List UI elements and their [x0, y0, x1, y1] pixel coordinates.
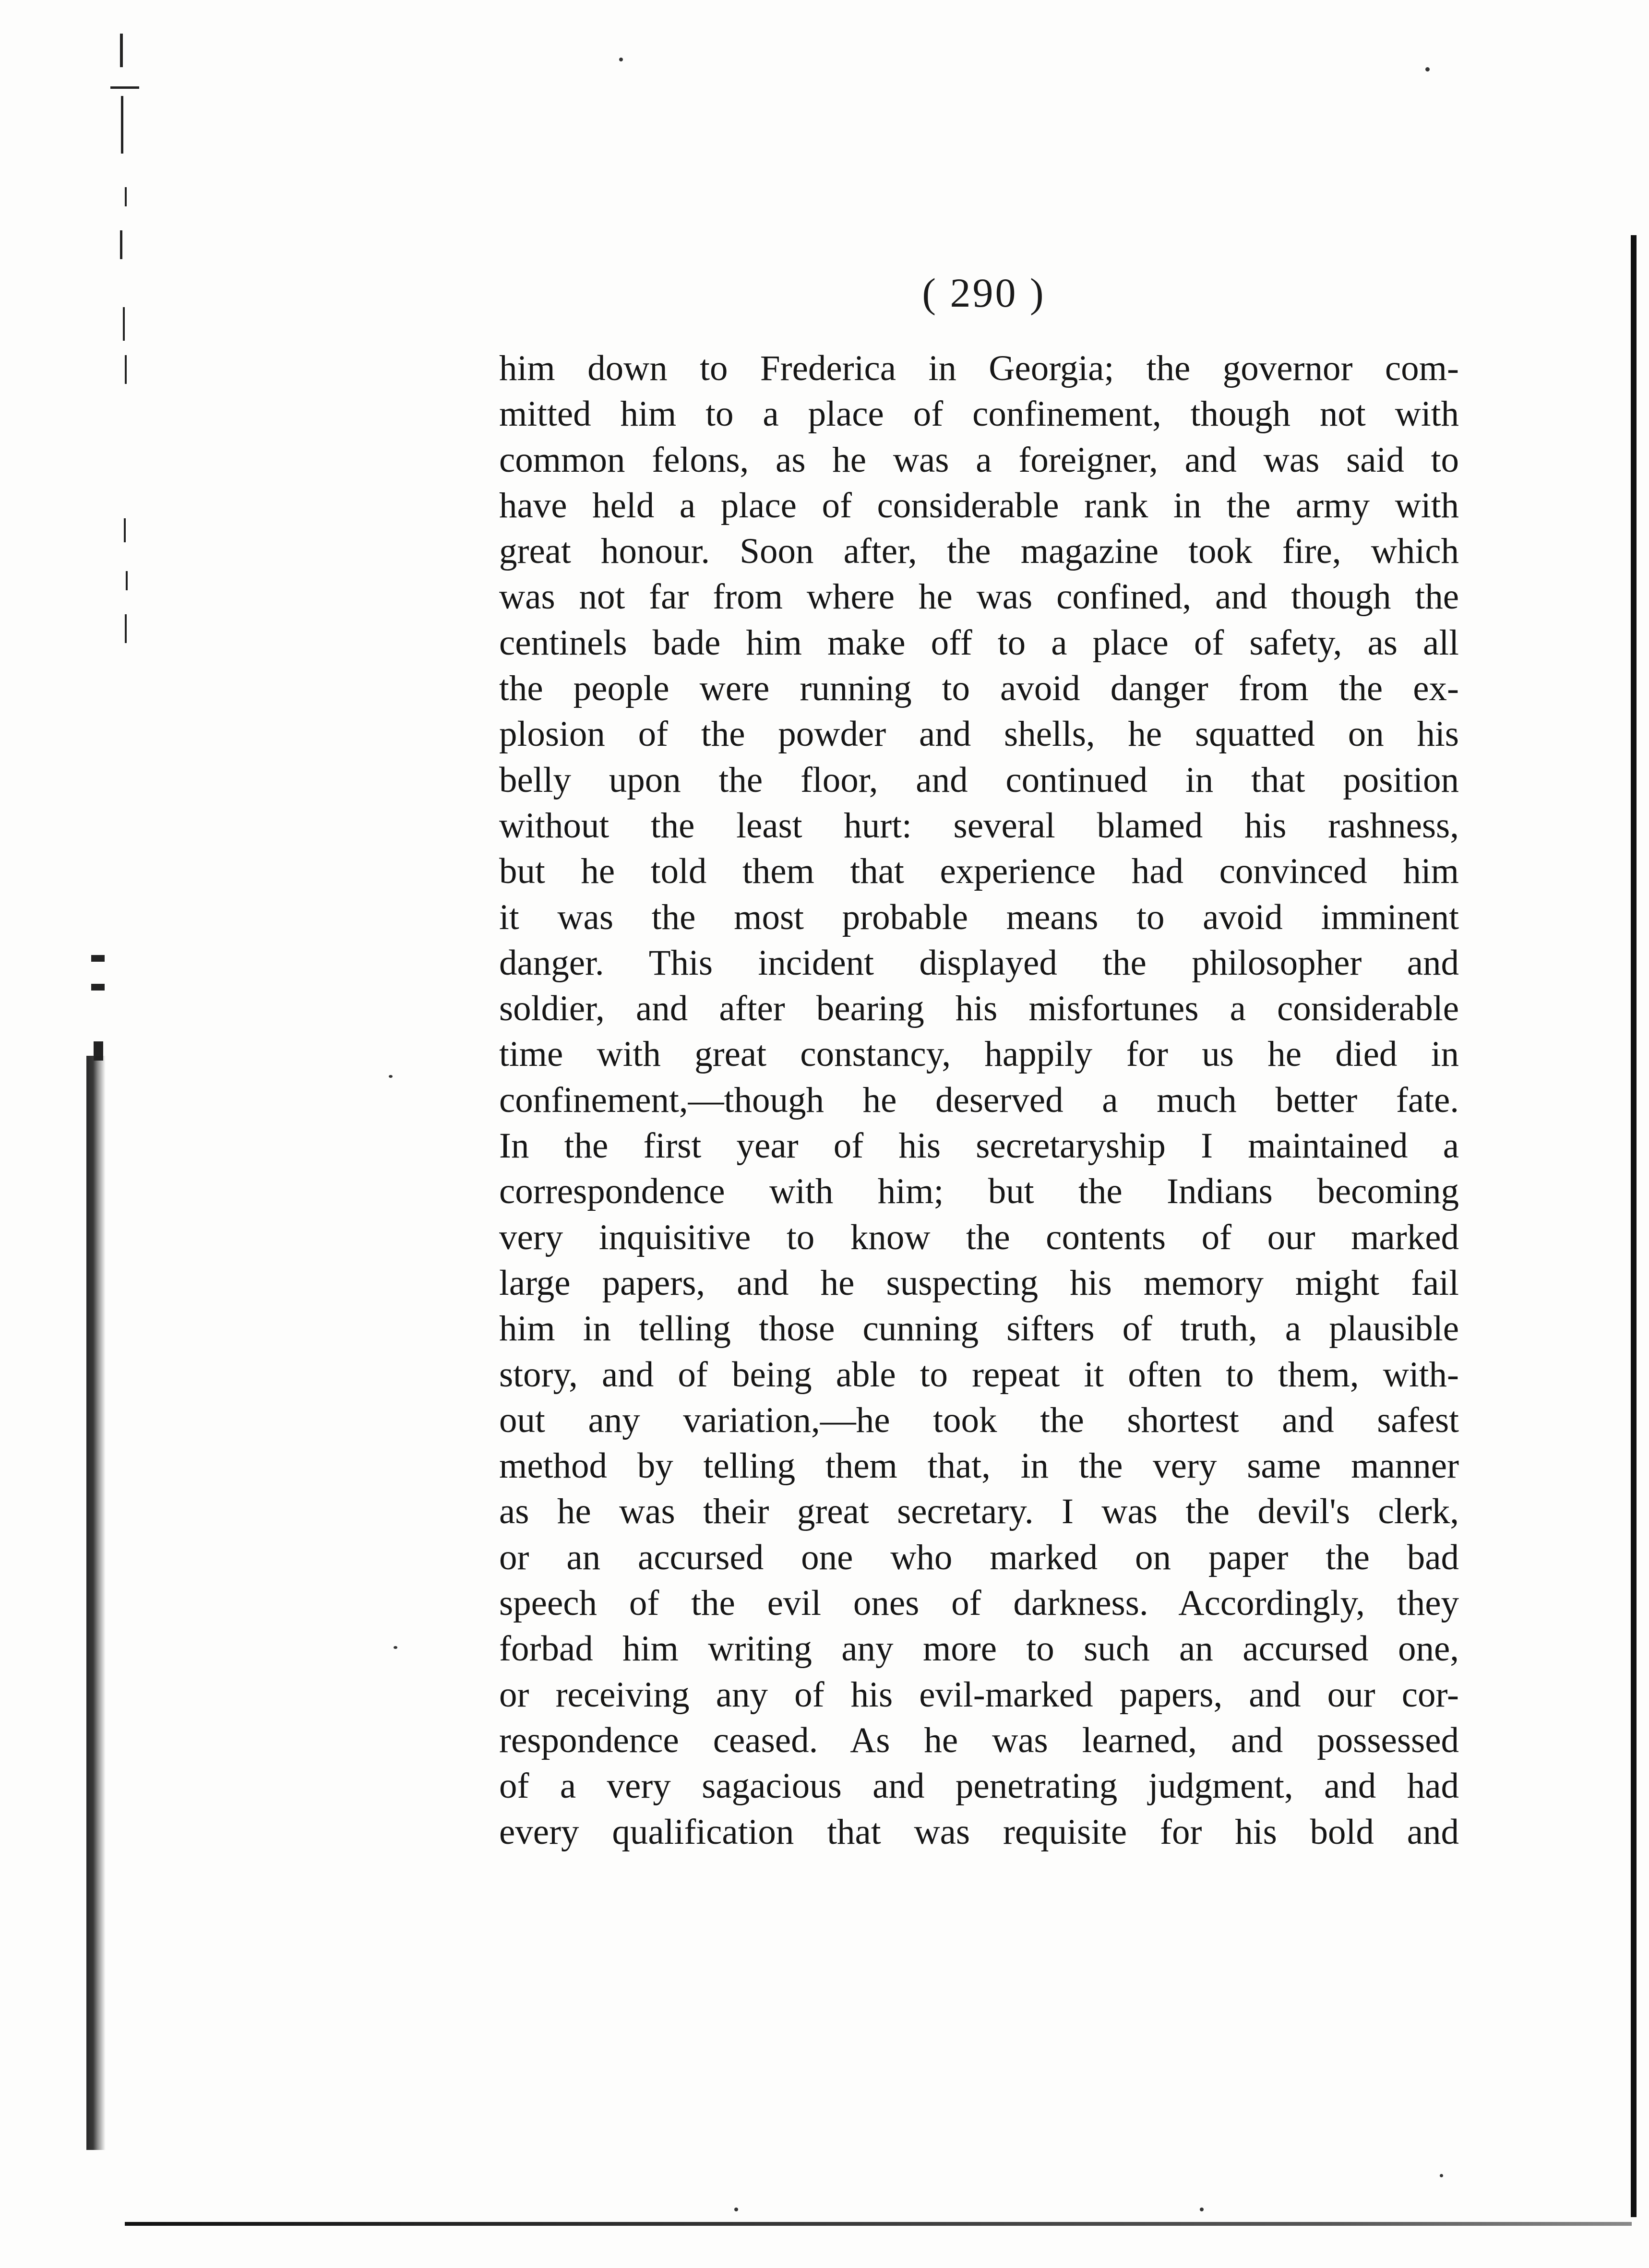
text-line: confinement,—though he deserved a much better fate.	[499, 1080, 1459, 1120]
page-number: ( 290 )	[922, 270, 1046, 316]
text-line: common felons, as he was a foreigner, and was said to	[499, 440, 1459, 480]
text-line: soldier, and after bearing his misfortunes a considerable	[499, 989, 1459, 1029]
text-line: belly upon the floor, and continued in that position	[499, 760, 1459, 800]
text-line: time with great constancy, happily for us he died in	[499, 1034, 1459, 1074]
text-line: speech of the evil ones of darkness. Accordingly, they	[499, 1583, 1459, 1623]
text-line: of a very sagacious and penetrating judgment, and had	[499, 1766, 1459, 1806]
text-line: it was the most probable means to avoid imminent	[499, 897, 1459, 937]
text-line: him down to Frederica in Georgia; the governor com-	[499, 348, 1459, 388]
text-line: without the least hurt: several blamed his rashness,	[499, 805, 1459, 846]
text-line: In the first year of his secretaryship I maintained a	[499, 1126, 1459, 1166]
text-line: or receiving any of his evil-marked papers, and our cor-	[499, 1674, 1459, 1715]
text-line: centinels bade him make off to a place of safety, as all	[499, 622, 1459, 663]
text-line: story, and of being able to repeat it often to them, with-	[499, 1354, 1459, 1395]
text-line: great honour. Soon after, the magazine took fire, which	[499, 531, 1459, 572]
text-line: him in telling those cunning sifters of truth, a plausible	[499, 1309, 1459, 1349]
text-line: correspondence with him; but the Indians becoming	[499, 1171, 1459, 1212]
text-line: danger. This incident displayed the philosopher and	[499, 943, 1459, 983]
text-line: as he was their great secretary. I was the devil's clerk,	[499, 1492, 1459, 1532]
text-line: mitted him to a place of confinement, though not with	[499, 394, 1459, 434]
body-text	[499, 346, 1459, 1855]
text-line: have held a place of considerable rank in the army with	[499, 485, 1459, 525]
text-line: the people were running to avoid danger from the ex-	[499, 668, 1459, 709]
text-line: or an accursed one who marked on paper the bad	[499, 1537, 1459, 1577]
binding-marks	[91, 29, 149, 701]
text-line: but he told them that experience had convinced him	[499, 851, 1459, 892]
binding-shadow	[86, 1056, 106, 2150]
text-line: forbad him writing any more to such an accursed one,	[499, 1629, 1459, 1669]
text-line: respondence ceased. As he was learned, and possessed	[499, 1720, 1459, 1760]
page-bottom-edge	[125, 2222, 1632, 2226]
text-line: was not far from where he was confined, and though the	[499, 577, 1459, 617]
text-line: very inquisitive to know the contents of our marked	[499, 1217, 1459, 1257]
text-line: method by telling them that, in the very same manner	[499, 1446, 1459, 1486]
text-line: out any variation,—he took the shortest and safest	[499, 1400, 1459, 1440]
text-line: plosion of the powder and shells, he squatted on his	[499, 714, 1459, 754]
text-line: every qualification that was requisite for his bold and	[499, 1812, 1459, 1852]
page-right-edge	[1631, 235, 1637, 2217]
text-line: large papers, and he suspecting his memory might fail	[499, 1263, 1459, 1303]
